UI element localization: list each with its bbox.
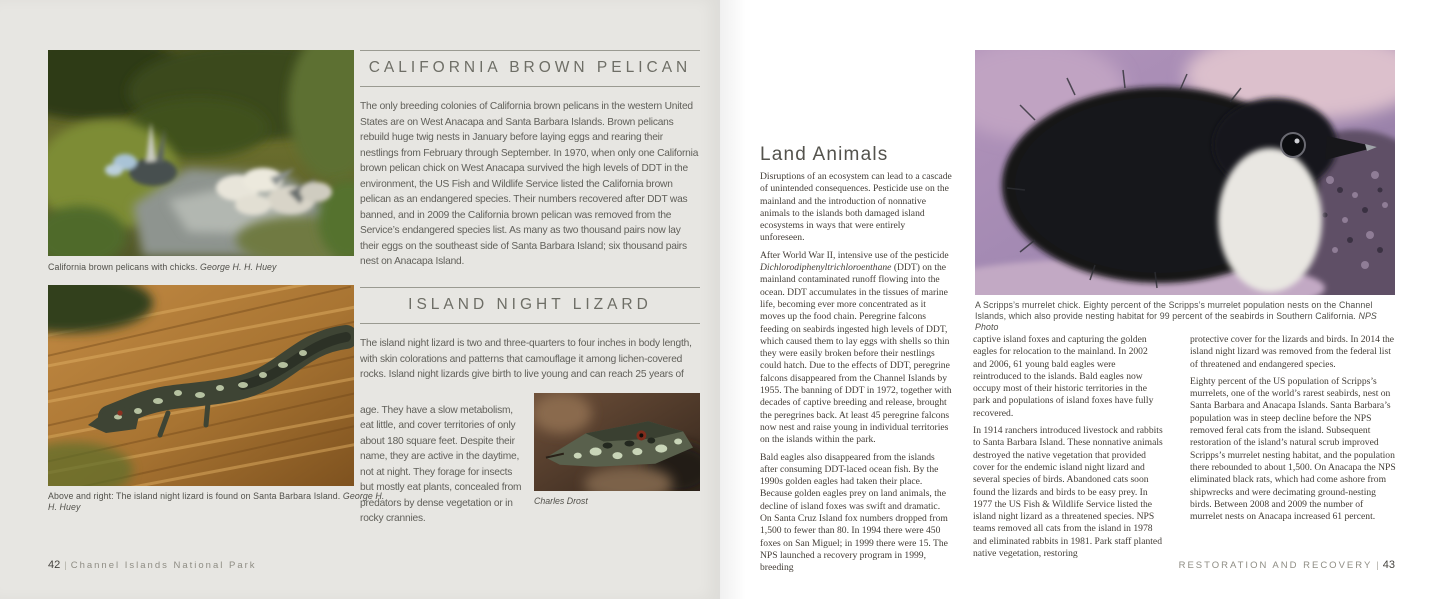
lizard-closeup-photo — [534, 393, 700, 491]
paragraph: Eighty percent of the US population of Scripps’s murrelets, one of the world’s rarest seabirds, nest on Santa Barbara and Anacapa Islands. Santa Barbara’s population was in steep decline before the NPS removed feral cats from the island. Subsequent restoration of the island’s natural scrub improved Scripps’s murrelet nesting habitat, and the population there rebounded to about 1,500. On Anacapa the NPS eliminated black rats, which had come ashore from shipwrecks and were decimating ground-nesting birds. Between 2008 and 2009 the number of murrelet nests on Anacapa increased 61 percent. — [1190, 375, 1396, 523]
footer-separator: | — [1376, 560, 1379, 571]
left-page-footer — [48, 559, 257, 571]
paragraph: Bald eagles also disappeared from the islands after consuming DDT-laced ocean fish. By the 1990s golden eagles had taken their place. Because golden eagles prey on land animals, the decline of island foxes was swift and dramatic. On Santa Cruz Island fox numbers dropped from 1,500 to fewer than 80. In 1994 there were 450 foxes on San Miguel; in 1999 there were 15. The NPS launched a recovery program in 1999, breeding — [760, 451, 948, 574]
inset-photo-credit: Charles Drost — [534, 495, 588, 506]
paragraph-text: (DDT) on the mainland contaminated runoff flowing into the ocean. DDT accumulates in the tissues of marine life, becoming ever more concentrated as it moves up the food chain. Peregrine falcons feeding on seabirds ingested high levels of DDT, which caused them to lay eggs with shells so thin they were easily broken before their nestlings could hatch. Due to the effects of DDT, peregrine falcons disappeared from the Channel Islands by 1955. The banning of DDT in 1972, together with decades of captive breeding and release, brought the peregrines back. At least 45 peregrine falcons now nest and raise young in individual territories on the islands within the park. — [760, 262, 952, 446]
footer-separator: | — [64, 560, 67, 571]
pelican-photo-caption — [48, 262, 368, 273]
photo-credit: NPS Photo — [975, 311, 1377, 332]
footer-book-title: Channel Islands National Park — [70, 560, 257, 571]
photo-credit: George H. H. Huey — [200, 262, 277, 272]
page-number: 42 — [48, 559, 61, 571]
murrelet-photo — [975, 50, 1395, 295]
lizard-inset-figure — [534, 393, 700, 537]
paragraph: captive island foxes and capturing the golden eagles for relocation to the mainland. In 2002 and 2006, 61 young bald eagles were reintroduced to the islands. Bald eagles now occupy most of their historic territories in the park and populations of island foxes have fully recovered. — [973, 334, 1154, 419]
photo-credit: George H. H. Huey — [48, 491, 385, 512]
right-page-footer — [1179, 559, 1395, 571]
lizard-article-wrap-row — [360, 393, 700, 537]
caption-text: A Scripps’s murrelet chick. Eighty percent of the Scripps’s murrelet population nests on the Channel Islands, which also provide nesting habitat for 99 percent of the seabirds in Southern California. — [975, 300, 1373, 321]
pelican-photo-illustration — [48, 50, 354, 256]
lizard-photo — [48, 285, 354, 486]
species-name-italic: Dichlorodiphenyltrichloroenthane — [760, 262, 892, 274]
lizard-article-body-wrap: age. They have a slow metabolism, eat little, and cover territories of only about 180 square feet. Despite their name, they are active in the daytime, not at night. They forage for insects but mostly eat plants, concealed from predators by dense vegetation or in rocky crannies. — [360, 404, 522, 525]
murrelet-photo-caption — [975, 300, 1395, 333]
text-column-1 — [760, 171, 952, 580]
footer-section-title: RESTORATION AND RECOVERY — [1178, 560, 1373, 571]
lizard-closeup-illustration — [534, 393, 700, 491]
pelican-article — [360, 50, 700, 280]
paragraph: Disruptions of an ecosystem can lead to a cascade of unintended consequences. Pesticide use on the mainland and the introduction of nonnative animals to the islands both damaged island ecosystems in ways that were entirely unforeseen. — [760, 171, 952, 244]
pelican-photo — [48, 50, 354, 256]
paragraph-text: After World War II, intensive use of the pesticide — [760, 249, 949, 261]
pelican-article-body: The only breeding colonies of California brown pelicans in the western United States are on West Anacapa and Santa Barbara Islands. Brown pelicans rebuild huge twig nests in January before laying eggs and rearing their nestlings from February through September. In 1970, when only one California brown pelican chick on West Anacapa survived the high levels of DDT in the environment, the US Fish and Wildlife Service listed the California brown pelican as an endangered species. Their numbers recovered after DDT was banned, and in 2009 the California brown pelican was removed from the Service’s endangered species list. As many as two thousand pairs now lay their eggs on the southeast side of Santa Barbara Island; six thousand pairs nest on Anacapa Island. — [360, 101, 699, 267]
text-column-3 — [1190, 334, 1396, 528]
paragraph — [760, 250, 952, 447]
lizard-article-title: ISLAND NIGHT LIZARD — [360, 287, 700, 324]
text-column-2 — [973, 334, 1163, 565]
page-number: 43 — [1382, 559, 1395, 571]
murrelet-photo-illustration — [975, 50, 1395, 295]
lizard-photo-illustration — [48, 285, 354, 486]
caption-text: Above and right: The island night lizard is found on Santa Barbara Island. — [48, 491, 341, 501]
page-gutter-shadow — [720, 0, 746, 599]
lizard-article-body-start: The island night lizard is two and three-quarters to four inches in body length, with skin colorations and patterns that camouflage it among lichen-covered rocks. Island night lizards give birth to live young and can reach 25 years of — [360, 338, 692, 380]
lizard-article — [360, 287, 700, 537]
caption-text: California brown pelicans with chicks. — [48, 262, 198, 272]
paragraph: protective cover for the lizards and birds. In 2014 the island night lizard was removed from the federal list of threatened and endangered species. — [1190, 334, 1395, 370]
paragraph: In 1914 ranchers introduced livestock and rabbits to Santa Barbara Island. These nonnative animals destroyed the native vegetation that provided cover for the endemic island night lizard and several species of birds. Abandoned cats soon found the lizards and birds to be easy prey. In 1977 the US Fish & Wildlife Service listed the island night lizard as a threatened species. NPS teams removed all cats from the island in 1978 and eliminated rabbits in 1981. Park staff planted native vegetation, restoring — [973, 425, 1163, 560]
lizard-photo-caption — [48, 491, 388, 513]
section-title-land-animals: Land Animals — [760, 144, 889, 165]
pelican-article-title: CALIFORNIA BROWN PELICAN — [360, 50, 700, 87]
